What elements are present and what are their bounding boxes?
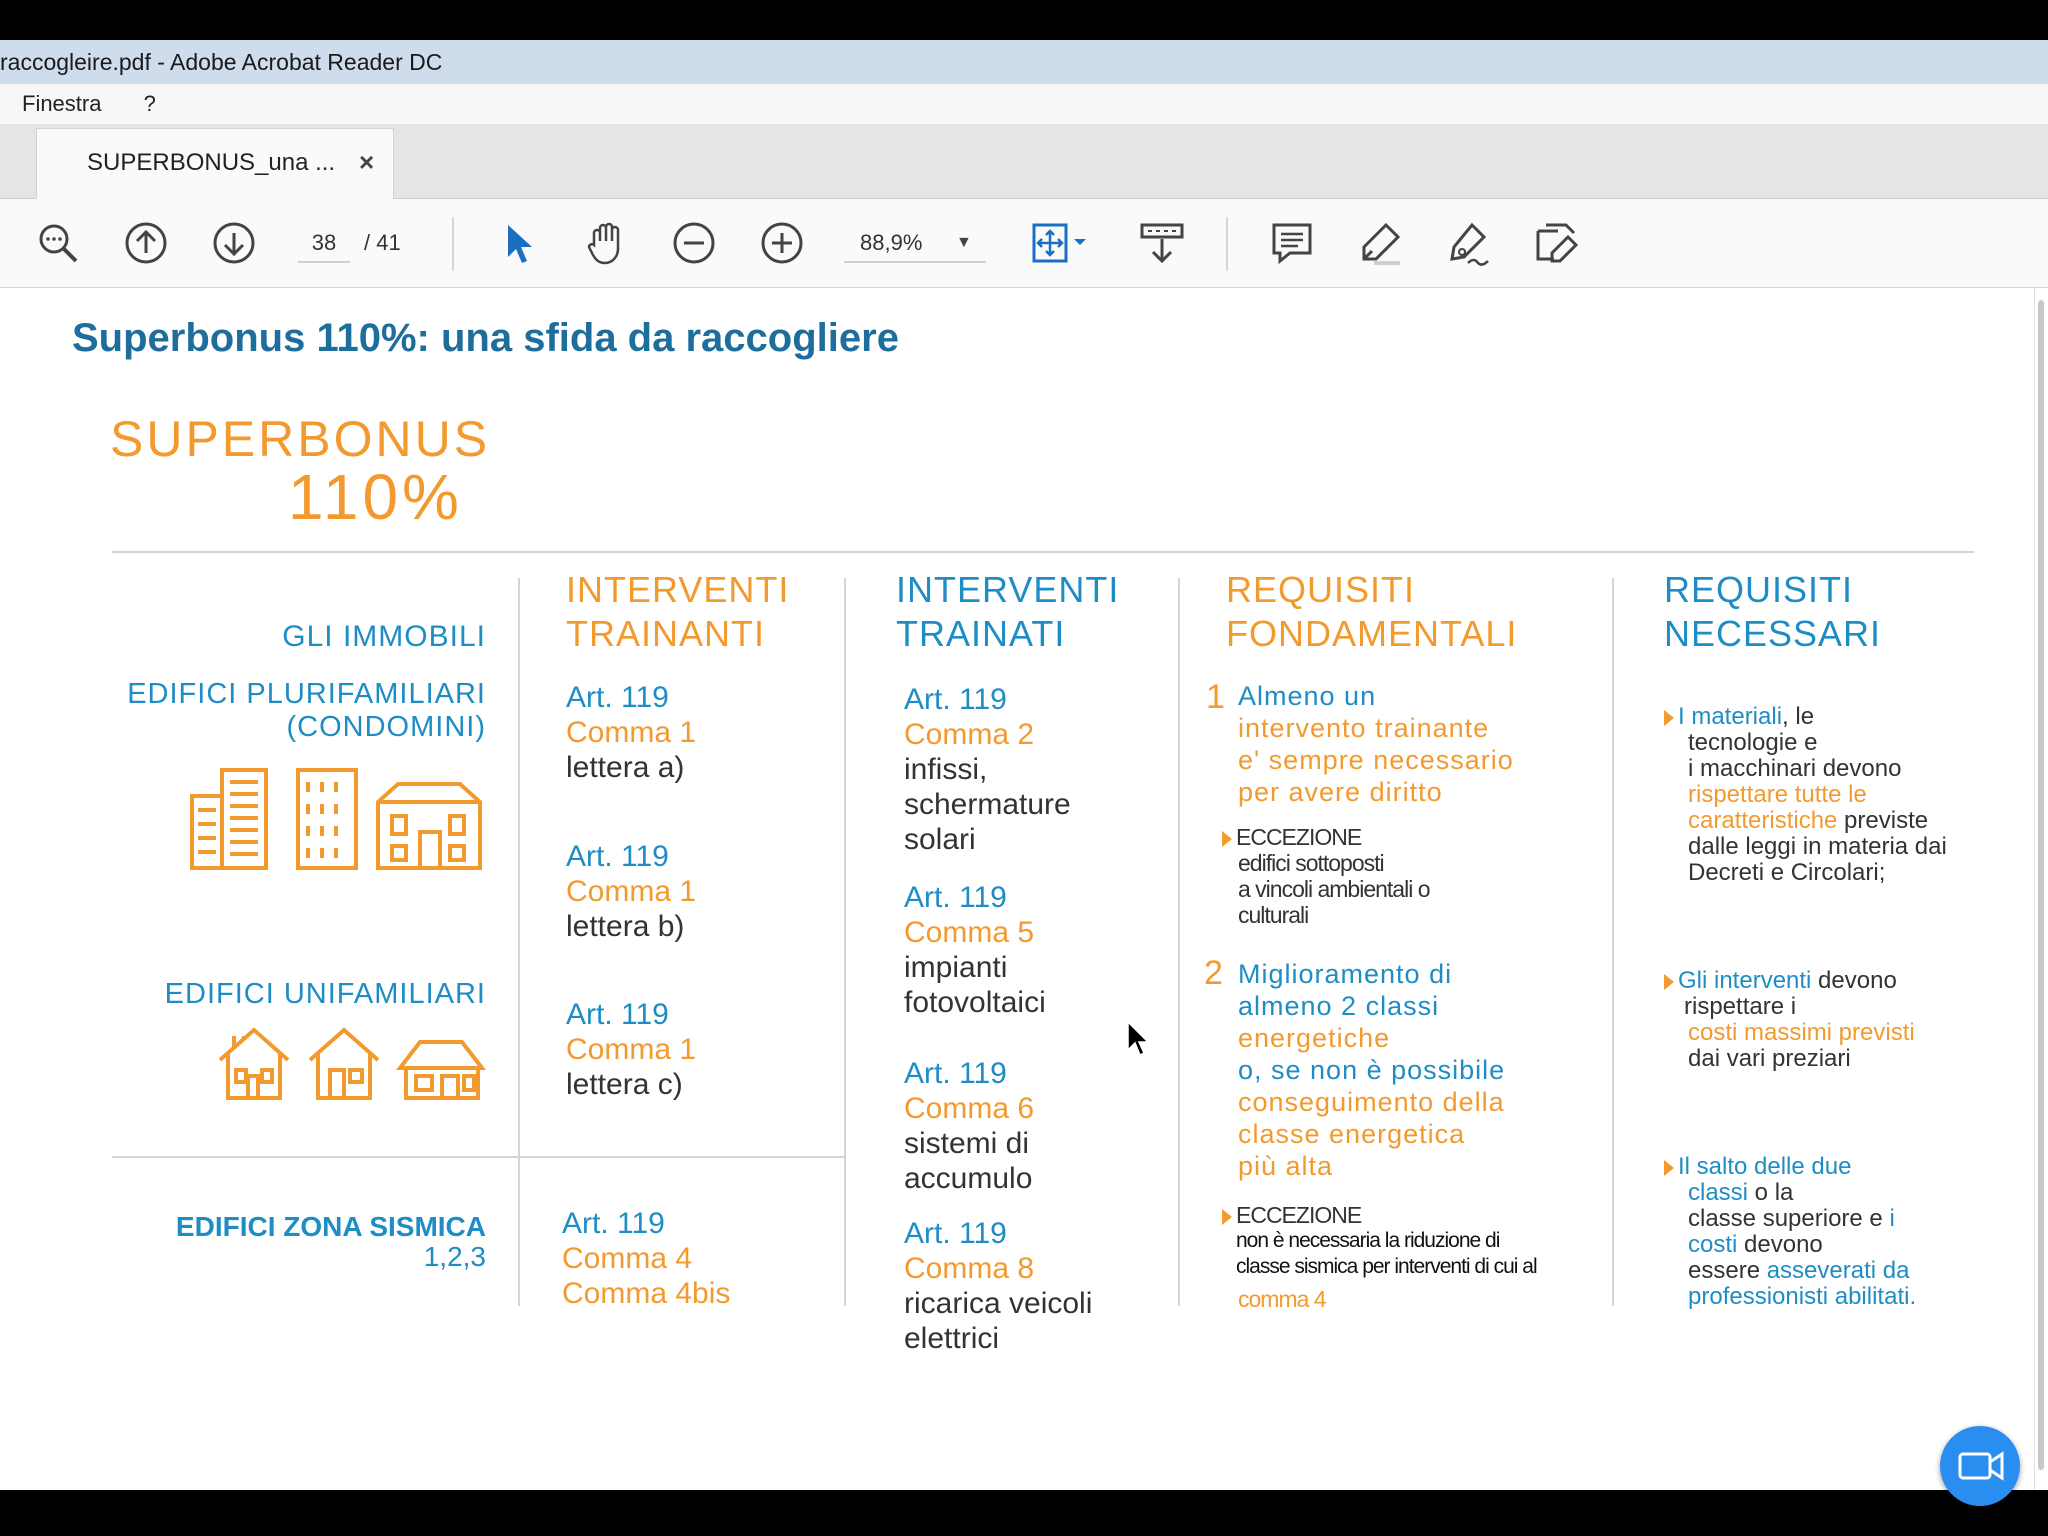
sismica-label: [112, 1212, 486, 1272]
text-blue: Il salto delle due: [1678, 1153, 1852, 1180]
trainante-comma: Comma 1: [566, 716, 697, 749]
trainato-desc: sistemi di: [904, 1127, 1030, 1160]
trainante-item: [566, 680, 696, 785]
eccezione-label: ECCEZIONE: [1236, 824, 1362, 850]
requisito-necessario-1: [1664, 704, 2014, 886]
text-orange: costi massimi previsti: [1688, 1019, 1915, 1046]
menu-item-help[interactable]: ?: [143, 91, 156, 116]
trainato-comma: Comma 8: [904, 1252, 1035, 1285]
requisito-line: o, se non è possibile: [1238, 1055, 1506, 1085]
trainato-desc: schermature: [904, 788, 1071, 821]
text-dark: dai vari preziari: [1688, 1045, 1851, 1072]
trainato-art: Art. 119: [904, 881, 1007, 914]
column-divider: [518, 578, 520, 1306]
divider-top: [112, 551, 1974, 553]
eccezione-text: edifici sottoposti: [1238, 850, 1384, 876]
document-page[interactable]: [0, 288, 2034, 1490]
condominium-buildings-icon: [188, 762, 488, 877]
trainato-comma: Comma 2: [904, 718, 1035, 751]
trainato-comma: Comma 6: [904, 1092, 1035, 1125]
plurifamiliari-line2: (CONDOMINI): [286, 711, 486, 743]
superbonus-logo-line2: 110%: [288, 461, 463, 533]
text-blue: professionisti abilitati.: [1688, 1283, 1917, 1310]
text-dark: devono: [1811, 967, 1897, 994]
text-dark: previste: [1837, 807, 1929, 834]
page-number-input[interactable]: 38: [298, 225, 350, 263]
eccezione-text: a vincoli ambientali o: [1238, 876, 1430, 902]
search-zoom-icon[interactable]: [34, 219, 82, 267]
bullet-arrow-icon: [1664, 710, 1674, 726]
eccezione-text: non è necessaria la riduzione di: [1236, 1229, 1500, 1252]
trainanti-heading-line2: TRAINANTI: [566, 613, 766, 654]
requisito-line: conseguimento della: [1238, 1087, 1505, 1117]
highlight-pen-icon[interactable]: [1356, 219, 1404, 267]
scrollbar-thumb[interactable]: [2038, 300, 2044, 1470]
trainato-item: [904, 682, 1071, 857]
superbonus-logo-line1: SUPERBONUS: [110, 411, 491, 467]
text-dark: i macchinari devono: [1688, 755, 1902, 782]
requisito-line: energetiche: [1238, 1023, 1391, 1053]
trainante-art: Art. 119: [566, 840, 669, 873]
trainato-art: Art. 119: [904, 683, 1007, 716]
column-divider: [1612, 578, 1614, 1306]
necessari-heading: [1664, 568, 1881, 656]
text-dark: essere: [1688, 1257, 1767, 1284]
eccezione-2: [1222, 1202, 1537, 1312]
video-record-button[interactable]: [1940, 1426, 2020, 1506]
trainanti-heading: [566, 568, 789, 656]
text-blue: costi: [1688, 1231, 1738, 1258]
sismica-line2: 1,2,3: [423, 1241, 486, 1272]
text-dark: rispettare i: [1684, 993, 1797, 1020]
trainato-item: [904, 1056, 1034, 1196]
divider-sismica: [112, 1156, 844, 1158]
requisito-number: 1: [1206, 678, 1225, 716]
text-dark: , le: [1782, 703, 1815, 730]
comment-icon[interactable]: [1268, 219, 1316, 267]
requisito-1: [1238, 680, 1514, 808]
text-dark: devono: [1737, 1231, 1823, 1258]
trainato-desc: solari: [904, 823, 976, 856]
sismica-comma2: Comma 4bis: [562, 1277, 731, 1310]
trainato-art: Art. 119: [904, 1057, 1007, 1090]
document-tab[interactable]: [36, 128, 394, 199]
trainato-item: [904, 880, 1046, 1020]
requisito-necessario-3: [1664, 1154, 2014, 1310]
trainato-art: Art. 119: [904, 1217, 1007, 1250]
requisito-line: più alta: [1238, 1151, 1334, 1181]
necessari-heading-line1: REQUISITI: [1664, 569, 1854, 610]
sismica-art: Art. 119: [562, 1207, 665, 1240]
window-title: raccogleire.pdf - Adobe Acrobat Reader DC: [0, 49, 443, 75]
mouse-cursor-icon: [1126, 1020, 1150, 1065]
eccezione-1: [1222, 824, 1430, 928]
text-dark: tecnologie e: [1688, 729, 1818, 756]
toolbar: [0, 199, 2048, 288]
window-title-bar: [0, 40, 2048, 84]
trainato-desc: infissi,: [904, 753, 988, 786]
page-total: / 41: [364, 230, 401, 255]
trainati-heading-line1: INTERVENTI: [896, 569, 1120, 610]
hand-tool-icon[interactable]: [582, 219, 630, 267]
trainante-comma: Comma 1: [566, 1033, 697, 1066]
text-blue: asseverati da: [1766, 1257, 1910, 1284]
text-blue: I materiali: [1678, 703, 1783, 730]
trainati-heading-line2: TRAINATI: [896, 613, 1066, 654]
toolbar-divider: [452, 217, 454, 271]
column-divider: [1178, 578, 1180, 1306]
scroll-mode-icon[interactable]: [1138, 219, 1186, 267]
requisito-line: e' sempre necessario: [1238, 745, 1514, 775]
plurifamiliari-label: [100, 678, 486, 744]
text-dark: Decreti e Circolari;: [1688, 859, 1886, 886]
text-blue: Gli interventi: [1678, 967, 1812, 994]
plurifamiliari-line1: EDIFICI PLURIFAMILIARI: [127, 678, 486, 710]
trainati-heading: [896, 568, 1119, 656]
bullet-arrow-icon: [1664, 974, 1674, 990]
text-dark: o la: [1748, 1179, 1794, 1206]
single-family-houses-icon: [216, 1024, 486, 1109]
zoom-level-select[interactable]: [844, 225, 986, 263]
trainato-desc: accumulo: [904, 1162, 1033, 1195]
select-tool-icon[interactable]: [494, 219, 542, 267]
bottom-bar: [0, 1490, 2048, 1536]
zoom-in-icon[interactable]: [758, 219, 806, 267]
edit-document-icon[interactable]: [1532, 219, 1580, 267]
bullet-arrow-icon: [1222, 1209, 1232, 1225]
document-tab-label: SUPERBONUS_una ...: [87, 149, 336, 176]
zoom-level-value: 88,9%: [860, 230, 923, 255]
text-dark: dalle leggi in materia dai: [1688, 833, 1947, 860]
trainante-comma: Comma 1: [566, 875, 697, 908]
fondamentali-heading-line1: REQUISITI: [1226, 569, 1416, 610]
trainante-item: [566, 839, 696, 944]
fondamentali-heading: [1226, 568, 1517, 656]
next-page-icon[interactable]: [210, 219, 258, 267]
requisito-line: Almeno un: [1238, 681, 1377, 711]
video-camera-icon: [1940, 1426, 2020, 1506]
text-blue: i: [1889, 1205, 1895, 1232]
trainato-desc: ricarica veicoli: [904, 1287, 1093, 1320]
column-divider: [844, 578, 846, 1306]
requisito-number: 2: [1204, 954, 1223, 992]
unifamiliari-label: EDIFICI UNIFAMILIARI: [164, 978, 486, 1010]
requisito-line: per avere diritto: [1238, 777, 1443, 807]
menu-bar: [0, 84, 2048, 124]
requisito-necessario-2: [1664, 968, 2014, 1072]
text-blue: classi: [1688, 1179, 1749, 1206]
sismica-item: [562, 1206, 730, 1311]
trainanti-heading-line1: INTERVENTI: [566, 569, 790, 610]
previous-page-icon[interactable]: [122, 219, 170, 267]
trainante-item: [566, 997, 696, 1102]
requisito-line: Miglioramento di: [1238, 959, 1453, 989]
sign-icon[interactable]: [1444, 219, 1492, 267]
eccezione-text: culturali: [1238, 902, 1309, 928]
bullet-arrow-icon: [1222, 831, 1232, 847]
trainante-desc: lettera b): [566, 910, 685, 943]
eccezione-label: ECCEZIONE: [1236, 1202, 1362, 1228]
requisito-2: [1238, 958, 1505, 1182]
fondamentali-heading-line2: FONDAMENTALI: [1226, 613, 1518, 654]
necessari-heading-line2: NECESSARI: [1664, 613, 1882, 654]
chevron-down-icon: ▼: [956, 234, 972, 251]
close-tab-icon[interactable]: ×: [359, 147, 375, 177]
text-orange: caratteristiche: [1688, 807, 1838, 834]
eccezione-text: classe sismica per interventi di cui al: [1236, 1255, 1537, 1278]
text-dark: classe superiore e: [1688, 1205, 1890, 1232]
trainato-desc: fotovoltaici: [904, 986, 1046, 1019]
zoom-out-icon[interactable]: [670, 219, 718, 267]
trainante-art: Art. 119: [566, 998, 669, 1031]
trainante-desc: lettera c): [566, 1068, 683, 1101]
requisito-line: classe energetica: [1238, 1119, 1466, 1149]
sismica-line1: EDIFICI ZONA SISMICA: [175, 1211, 486, 1242]
menu-item-finestra[interactable]: Finestra: [22, 91, 102, 116]
trainato-desc: elettrici: [904, 1322, 1000, 1355]
requisito-line: almeno 2 classi: [1238, 991, 1440, 1021]
trainato-comma: Comma 5: [904, 916, 1035, 949]
trainato-item: [904, 1216, 1092, 1356]
trainato-desc: impianti: [904, 951, 1008, 984]
bullet-arrow-icon: [1664, 1160, 1674, 1176]
toolbar-divider: [1226, 217, 1228, 271]
text-orange: rispettare tutte le: [1688, 781, 1867, 808]
trainante-art: Art. 119: [566, 681, 669, 714]
fit-page-icon[interactable]: [1030, 219, 1094, 267]
trainante-desc: lettera a): [566, 751, 685, 784]
sismica-comma: Comma 4: [562, 1242, 693, 1275]
document-title: Superbonus 110%: una sfida da raccogliere: [72, 316, 899, 360]
eccezione-comma: comma 4: [1238, 1286, 1326, 1312]
immobili-heading: GLI IMMOBILI: [282, 620, 486, 653]
requisito-line: intervento trainante: [1238, 713, 1490, 743]
